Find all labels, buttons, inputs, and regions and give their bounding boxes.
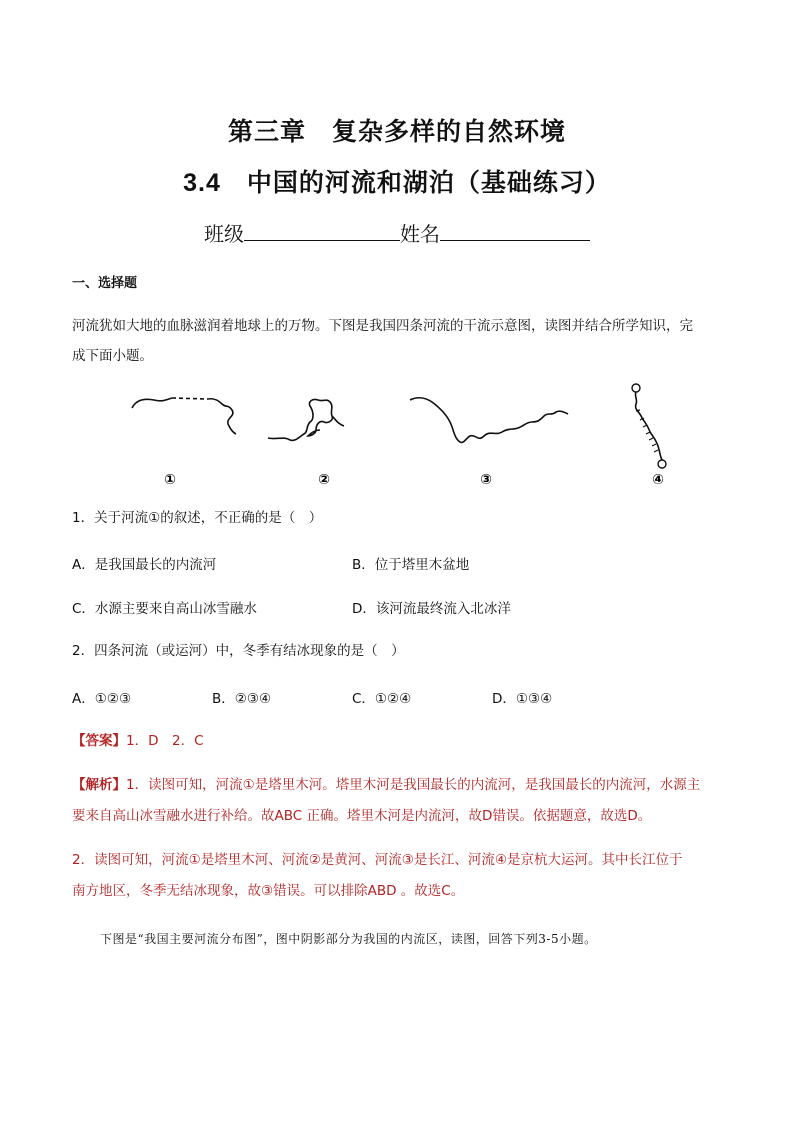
question-2-option-b[interactable]: B．②③④ [212, 691, 272, 707]
chapter-title: 第三章 复杂多样的自然环境 [227, 117, 566, 146]
question-1-option-a[interactable]: A．是我国最长的内流河 [72, 557, 217, 573]
river-1-path [132, 398, 172, 408]
student-info-line [0, 218, 794, 247]
class-blank[interactable] [244, 222, 400, 241]
question-1-option-c[interactable]: C．水源主要来自高山冰雪融水 [72, 601, 257, 617]
river-4-path [635, 392, 662, 460]
river-4-bottom-circle [658, 460, 666, 468]
analysis-text-1: 1．读图可知，河流①是塔里木河。塔里木河是我国最长的内流河，是我国最长的内流河，水源主 [126, 777, 701, 793]
section-title [0, 163, 794, 199]
analysis-line-4: 南方地区，冬季无结冰现象，故③错误。可以排除ABD 。故选C。 [72, 883, 465, 899]
question-2-option-d[interactable]: D．①③④ [492, 691, 553, 707]
question-2-stem: 2．四条河流（或运河）中，冬季有结冰现象的是（ ） [72, 643, 405, 659]
answer-text: 1．D 2．C [126, 733, 204, 749]
river-label-1: ① [164, 472, 176, 488]
name-blank[interactable] [440, 222, 590, 241]
section-number: 3.4 [183, 169, 221, 197]
question-2-option-c[interactable]: C．①②④ [352, 691, 412, 707]
river-3-path [410, 398, 568, 443]
next-question-note: 下图是“我国主要河流分布图”，图中阴影部分为我国的内流区，读图，回答下列3-5小题。 [100, 932, 597, 946]
analysis-line-2: 要来自高山冰雪融水进行补给。故ABC 正确。塔里木河是内流河，故D错误。依据题意，故选D。 [72, 808, 652, 824]
intro-line-2: 成下面小题。 [72, 348, 153, 364]
river-label-2: ② [318, 472, 330, 488]
name-label: 姓名 [400, 222, 440, 246]
river-label-3: ③ [480, 472, 492, 488]
question-1-option-d[interactable]: D．该河流最终流入北冰洋 [352, 601, 511, 617]
river-2-path [268, 399, 332, 440]
analysis-line-1 [72, 775, 700, 795]
section-heading: 一、选择题 [72, 276, 138, 291]
section-name: 中国的河流和湖泊（基础练习） [246, 168, 611, 197]
question-1-stem: 1．关于河流①的叙述，不正确的是（ ） [72, 510, 323, 526]
question-1-option-b[interactable]: B．位于塔里木盆地 [352, 557, 470, 573]
question-2-option-a[interactable]: A．①②③ [72, 691, 132, 707]
river-label-4: ④ [652, 472, 664, 488]
intro-line-1: 河流犹如大地的血脉滋润着地球上的万物。下图是我国四条河流的干流示意图，读图并结合所学知识，完 [72, 318, 693, 334]
analysis-label: 【解析】 [72, 777, 126, 793]
river-1-dashed [172, 398, 208, 399]
answer-label: 【答案】 [72, 733, 126, 749]
analysis-line-3: 2．读图可知，河流①是塔里木河、河流②是黄河、河流③是长江、河流④是京杭大运河。其中长江位于 [72, 852, 683, 868]
answer-line [72, 731, 204, 751]
class-label: 班级 [204, 222, 244, 246]
rivers-figure [120, 380, 680, 490]
river-4-top-circle [632, 384, 640, 392]
